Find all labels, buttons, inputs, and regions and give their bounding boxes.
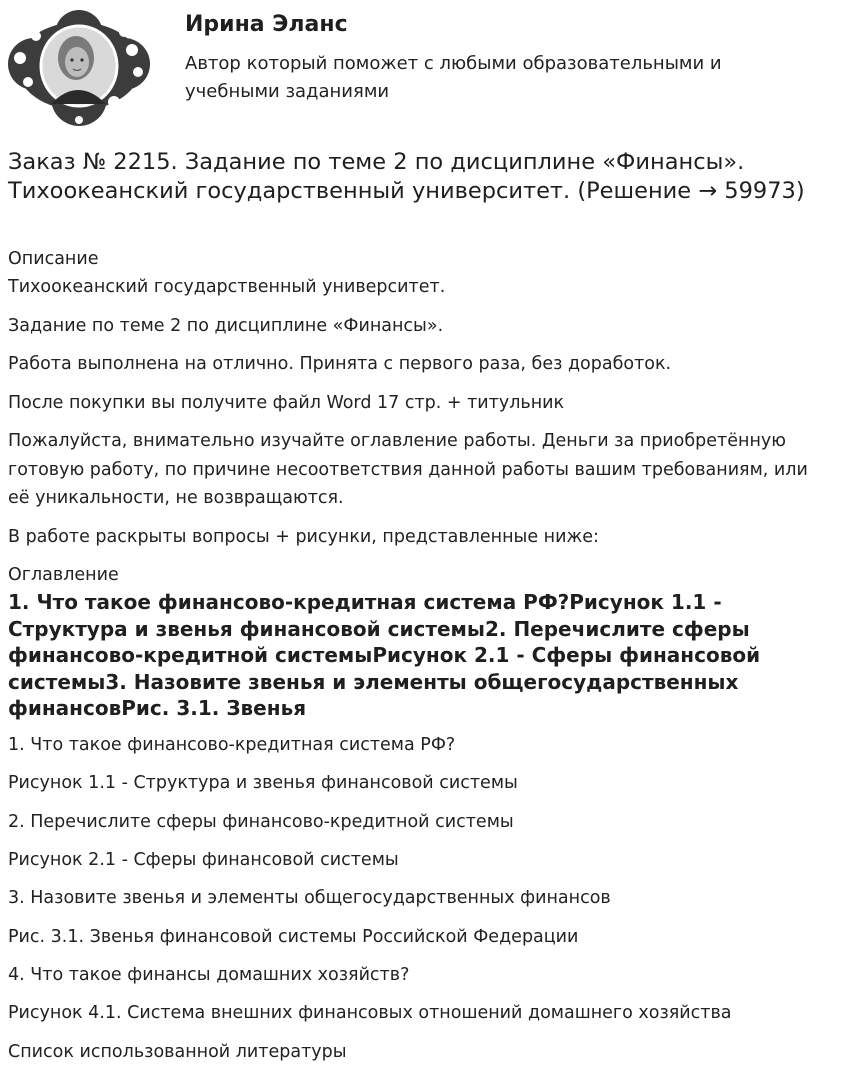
author-description: Автор который поможет с любыми образовательными и учебными заданиями <box>185 53 722 102</box>
author-name[interactable]: Ирина Эланс <box>185 12 348 37</box>
description-paragraph: Задание по теме 2 по дисциплине «Финансы». <box>8 316 444 336</box>
toc-item: Рис. 3.1. Звенья финансовой системы Российской Федерации <box>8 927 579 947</box>
toc-item: 2. Перечислите сферы финансово-кредитной системы <box>8 812 514 832</box>
description-paragraph: Пожалуйста, внимательно изучайте оглавление работы. Деньги за приобретённую готовую работу, по причине несоответствия данной работы вашим требованиям, или её уникальности, не возвращаются. <box>8 431 808 508</box>
description-label: Описание <box>8 249 99 269</box>
toc-item: Список использованной литературы <box>8 1042 347 1062</box>
toc-item: Рисунок 2.1 - Сферы финансовой системы <box>8 850 399 870</box>
toc-label: Оглавление <box>8 565 119 585</box>
author-header <box>0 0 847 135</box>
toc-summary: 1. Что такое финансово-кредитная система РФ?Рисунок 1.1 - Структура и звенья финансовой системы2. Перечислите сферы финансово-кредитной системыРисунок 2.1 - Сферы финансовой системы3. Назовите звенья и элементы общегосударственных финансовРис. 3.1. Звенья <box>8 590 761 720</box>
author-avatar[interactable] <box>6 6 152 128</box>
toc-item: 3. Назовите звенья и элементы общегосударственных финансов <box>8 888 611 908</box>
description-paragraph: В работе раскрыты вопросы + рисунки, представленные ниже: <box>8 527 599 547</box>
toc-item: Рисунок 1.1 - Структура и звенья финансовой системы <box>8 773 518 793</box>
description-paragraph: Работа выполнена на отлично. Принята с первого раза, без доработок. <box>8 354 672 374</box>
description-paragraph: Тихоокеанский государственный университет. <box>8 277 446 297</box>
order-title: Заказ № 2215. Задание по теме 2 по дисциплине «Финансы». Тихоокеанский государственный университет. (Решение → 59973) <box>8 149 805 204</box>
toc-item: Рисунок 4.1. Система внешних финансовых отношений домашнего хозяйства <box>8 1003 732 1023</box>
toc-item: 4. Что такое финансы домашних хозяйств? <box>8 965 410 985</box>
description-paragraph: После покупки вы получите файл Word 17 стр. + титульник <box>8 393 565 413</box>
toc-item: 1. Что такое финансово-кредитная система РФ? <box>8 735 456 755</box>
